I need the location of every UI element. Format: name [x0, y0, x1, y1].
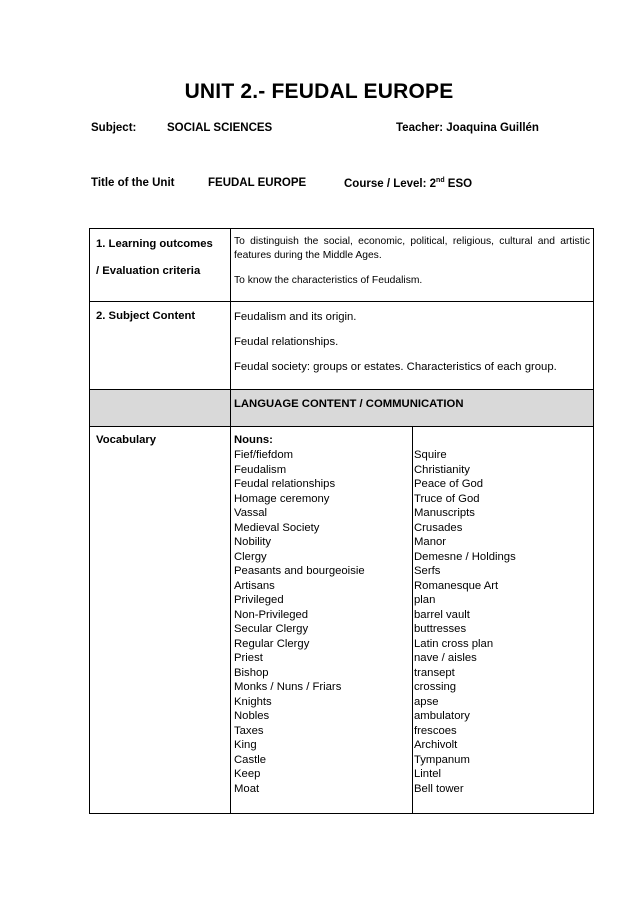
vocab-item: Archivolt	[414, 739, 458, 751]
row-divider	[90, 301, 593, 302]
vocab-item: Knights	[234, 695, 272, 708]
page-title: UNIT 2.- FEUDAL EUROPE	[184, 80, 454, 103]
vocabulary-list-1	[234, 448, 365, 796]
vocab-item: Romanesque Art	[414, 579, 499, 592]
vocab-item: buttresses	[414, 623, 467, 635]
content-item: Feudal relationships.	[234, 336, 339, 348]
vocab-item: Nobility	[234, 536, 272, 548]
vocab-item: Manor	[414, 536, 447, 548]
vocab-item: Non-Privileged	[234, 608, 309, 621]
evaluation-criteria-label: / Evaluation criteria	[96, 265, 201, 277]
course-level-sup: nd	[436, 177, 445, 184]
language-content-heading: LANGUAGE CONTENT / COMMUNICATION	[234, 398, 464, 410]
vocab-item: Regular Clergy	[234, 637, 310, 650]
vocab-item: Bell tower	[414, 782, 464, 795]
unit-title-value: FEUDAL EUROPE	[208, 177, 307, 189]
row-divider	[90, 389, 593, 390]
vocab-item: Castle	[234, 753, 267, 766]
vocab-item: nave / aisles	[414, 652, 477, 664]
learning-outcome-1: To distinguish the social, economic, political, religious, cultural and artistic features during the Middle Ages.	[234, 236, 590, 261]
vocabulary-label: Vocabulary	[96, 434, 157, 446]
teacher-name: Teacher: Joaquina Guillén	[396, 122, 539, 134]
vocab-item: Moat	[234, 782, 260, 795]
vocab-item: plan	[414, 594, 436, 606]
vocab-item: Latin cross plan	[414, 637, 494, 650]
vocab-item: Taxes	[234, 724, 264, 737]
vocab-item: frescoes	[414, 724, 457, 737]
vocab-item: Feudalism	[234, 463, 287, 476]
content-item: Feudalism and its origin.	[234, 311, 357, 323]
vocab-item: ambulatory	[414, 710, 470, 722]
vocab-item: King	[234, 739, 257, 751]
row-divider	[90, 426, 593, 427]
vocab-item: Privileged	[234, 594, 284, 606]
vocabulary-list-2	[414, 448, 516, 796]
subject-value: SOCIAL SCIENCES	[167, 122, 273, 134]
vocab-item: Squire	[414, 449, 447, 461]
vocab-item: Keep	[234, 768, 261, 780]
vocab-item: Christianity	[414, 463, 470, 476]
unit-title-label: Title of the Unit	[91, 177, 175, 189]
vocab-item: Lintel	[414, 768, 442, 780]
course-level-tail: ESO	[444, 178, 473, 190]
vocab-item: Bishop	[234, 666, 269, 679]
vocab-item: Medieval Society	[234, 521, 320, 534]
vocab-item: Peace of God	[414, 478, 484, 490]
vocab-item: Feudal relationships	[234, 478, 336, 490]
vocab-item: Serfs	[414, 565, 441, 577]
course-level	[344, 177, 472, 190]
subject-label: Subject:	[91, 122, 137, 134]
vocab-item: Crusades	[414, 521, 463, 534]
vocab-item: Homage ceremony	[234, 492, 330, 505]
learning-outcomes-label: 1. Learning outcomes	[96, 238, 213, 250]
vocab-item: barrel vault	[414, 608, 470, 621]
vocab-item: Demesne / Holdings	[414, 550, 516, 563]
vocab-item: Peasants and bourgeoisie	[234, 565, 365, 577]
vocab-item: Fief/fiefdom	[234, 449, 294, 461]
vocab-item: Clergy	[234, 550, 267, 563]
vocab-item: Artisans	[234, 579, 275, 592]
vocab-item: transept	[414, 666, 455, 679]
vocab-item: Nobles	[234, 710, 270, 722]
vocab-item: Manuscripts	[414, 507, 475, 519]
subject-content-label: 2. Subject Content	[96, 310, 196, 322]
unit-table	[89, 228, 594, 814]
vocab-item: Tympanum	[414, 753, 470, 766]
column-divider	[412, 426, 413, 814]
column-divider	[230, 229, 231, 814]
vocab-item: Monks / Nuns / Friars	[234, 681, 342, 693]
vocab-item: Priest	[234, 652, 263, 664]
vocab-item: Truce of God	[414, 492, 480, 505]
course-level-text: Course / Level: 2	[344, 178, 437, 190]
vocab-item: Vassal	[234, 507, 268, 519]
vocab-item: apse	[414, 695, 439, 708]
vocab-item: crossing	[414, 681, 457, 693]
learning-outcome-2: To know the characteristics of Feudalism.	[234, 275, 423, 286]
content-item: Feudal society: groups or estates. Characteristics of each group.	[234, 361, 557, 373]
nouns-heading: Nouns:	[234, 434, 273, 446]
vocab-item: Secular Clergy	[234, 623, 309, 635]
